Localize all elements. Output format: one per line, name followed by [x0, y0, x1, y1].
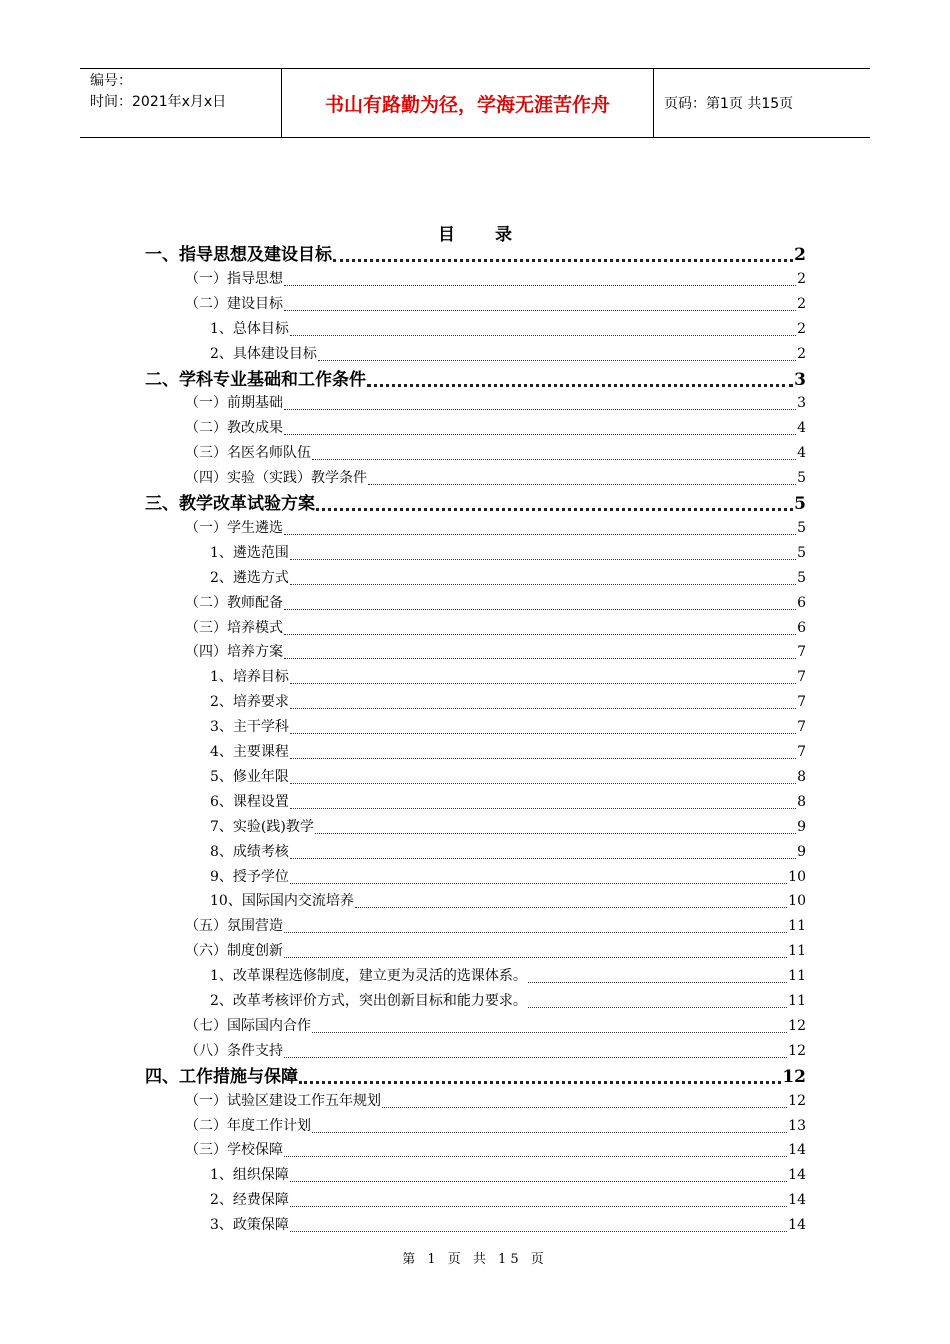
- toc-entry-label: 二、学科专业基础和工作条件: [145, 369, 366, 390]
- header-page-label: 页码：第1页 共15页: [664, 96, 794, 112]
- toc-entry[interactable]: [210, 816, 806, 838]
- toc-entry-page: 3: [794, 369, 806, 390]
- document-number-label: 编号：: [90, 73, 132, 89]
- toc-entry-label: 5、修业年限: [210, 768, 289, 785]
- toc-entry-label: （三）名医名师队伍: [185, 445, 311, 462]
- toc-entry-page: 3: [797, 395, 806, 412]
- toc-leader-dots: [316, 508, 793, 511]
- toc-leader-dots: [312, 1132, 787, 1133]
- toc-entry-label: （一）学生遴选: [185, 519, 283, 536]
- toc-entry[interactable]: [210, 841, 806, 863]
- toc-entry-label: 2、培养要求: [210, 694, 289, 711]
- toc-entry-label: （一）前期基础: [185, 395, 283, 412]
- toc-entry-label: 6、课程设置: [210, 793, 289, 810]
- toc-entry-page: 5: [797, 544, 806, 561]
- toc-leader-dots: [284, 534, 796, 535]
- toc-leader-dots: [284, 634, 796, 635]
- toc-entry-page: 7: [797, 644, 806, 661]
- toc-entry-page: 8: [797, 768, 806, 785]
- toc-entry-label: 1、组织保障: [210, 1167, 289, 1184]
- toc-entry-page: 11: [788, 918, 806, 935]
- toc-entry[interactable]: [185, 940, 806, 962]
- toc-entry[interactable]: [210, 791, 806, 813]
- toc-entry[interactable]: [210, 691, 806, 713]
- toc-leader-dots: [315, 833, 796, 834]
- toc-entry-page: 6: [797, 594, 806, 611]
- toc-leader-dots: [284, 434, 796, 435]
- toc-entry[interactable]: [185, 392, 806, 414]
- toc-leader-dots: [290, 1206, 787, 1207]
- toc-leader-dots: [284, 658, 796, 659]
- toc-entry-page: 12: [788, 1017, 806, 1034]
- toc-entry[interactable]: [210, 890, 806, 912]
- toc-entry-page: 12: [782, 1066, 806, 1087]
- header-info-cell: [80, 69, 282, 137]
- toc-entry[interactable]: [210, 542, 806, 564]
- toc-entry-page: 14: [788, 1192, 806, 1209]
- toc-entry[interactable]: [185, 1015, 806, 1037]
- toc-leader-dots: [312, 459, 796, 460]
- toc-entry-page: 8: [797, 793, 806, 810]
- toc-entry[interactable]: [185, 592, 806, 614]
- toc-entry-page: 10: [788, 868, 806, 885]
- toc-entry[interactable]: [145, 492, 806, 516]
- toc-entry-page: 4: [797, 420, 806, 437]
- toc-leader-dots: [284, 1156, 787, 1157]
- toc-entry-label: 1、遴选范围: [210, 544, 289, 561]
- toc-entry-label: 一、指导思想及建设目标: [145, 245, 332, 265]
- toc-entry-label: 1、培养目标: [210, 669, 289, 686]
- toc-entry[interactable]: [185, 268, 806, 290]
- toc-entry-label: （二）教改成果: [185, 420, 283, 437]
- toc-entry-label: 三、教学改革试验方案: [145, 494, 315, 514]
- toc-entry-page: 5: [797, 569, 806, 586]
- toc-entry-page: 2: [797, 345, 806, 362]
- toc-entry[interactable]: [185, 517, 806, 539]
- toc-entry[interactable]: [210, 1189, 806, 1211]
- toc-entry-label: 2、经费保障: [210, 1192, 289, 1209]
- document-header: [80, 68, 870, 138]
- toc-leader-dots: [284, 409, 796, 410]
- toc-entry-page: 2: [797, 320, 806, 337]
- toc-leader-dots: [284, 285, 796, 286]
- toc-entry-page: 7: [797, 719, 806, 736]
- toc-leader-dots: [355, 907, 787, 908]
- document-time-label: 时间：2021年x月x日: [90, 94, 227, 110]
- toc-entry[interactable]: [185, 641, 806, 663]
- toc-entry-label: 四、工作措施与保障: [145, 1066, 298, 1087]
- toc-entry-page: 5: [797, 470, 806, 487]
- toc-leader-dots: [290, 883, 787, 884]
- toc-leader-dots: [290, 559, 796, 560]
- toc-leader-dots: [299, 1081, 781, 1084]
- toc-leader-dots: [382, 1107, 787, 1108]
- toc-entry-page: 11: [788, 968, 806, 985]
- toc-entry[interactable]: [210, 318, 806, 340]
- toc-leader-dots: [284, 1057, 787, 1058]
- toc-entry-label: 2、具体建设目标: [210, 345, 317, 362]
- page-footer: 第 1 页 共 15 页: [402, 1252, 548, 1267]
- toc-entry-label: （二）建设目标: [185, 295, 283, 312]
- toc-entry[interactable]: [210, 766, 806, 788]
- toc-entry-page: 9: [797, 843, 806, 860]
- toc-entry[interactable]: [210, 567, 806, 589]
- toc-entry-page: 5: [794, 494, 806, 514]
- toc-entry-label: 1、总体目标: [210, 320, 289, 337]
- toc-entry-page: 12: [788, 1042, 806, 1059]
- toc-entry[interactable]: [210, 965, 806, 987]
- toc-entry-page: 7: [797, 669, 806, 686]
- toc-entry-label: （一）试验区建设工作五年规划: [185, 1092, 381, 1109]
- header-motto: 书山有路勤为径，学海无涯苦作舟: [282, 69, 654, 137]
- toc-entry-label: （四）培养方案: [185, 644, 283, 661]
- toc-leader-dots: [290, 708, 796, 709]
- toc-leader-dots: [284, 609, 796, 610]
- toc-entry-label: 10、国际国内交流培养: [210, 893, 354, 910]
- toc-leader-dots: [290, 808, 796, 809]
- toc-entry-label: （八）条件支持: [185, 1042, 283, 1059]
- toc-entry-page: 14: [788, 1142, 806, 1159]
- toc-leader-dots: [367, 384, 793, 387]
- toc-leader-dots: [290, 758, 796, 759]
- toc-title: 目录: [438, 225, 552, 245]
- toc-entry-label: 8、成绩考核: [210, 843, 289, 860]
- toc-leader-dots: [290, 733, 796, 734]
- toc-entry-page: 2: [794, 245, 806, 265]
- toc-leader-dots: [284, 310, 796, 311]
- toc-leader-dots: [290, 335, 796, 336]
- toc-entry[interactable]: [185, 1090, 806, 1112]
- toc-leader-dots: [290, 783, 796, 784]
- toc-entry-page: 14: [788, 1217, 806, 1234]
- toc-leader-dots: [290, 1231, 787, 1232]
- toc-entry-page: 2: [797, 295, 806, 312]
- toc-leader-dots: [368, 484, 796, 485]
- toc-entry[interactable]: [185, 442, 806, 464]
- toc-leader-dots: [318, 360, 796, 361]
- toc-entry-page: 11: [788, 943, 806, 960]
- toc-entry[interactable]: [210, 716, 806, 738]
- toc-entry[interactable]: [185, 617, 806, 639]
- toc-entry[interactable]: [185, 1040, 806, 1062]
- toc-entry-page: 10: [788, 893, 806, 910]
- toc-entry[interactable]: [185, 467, 806, 489]
- toc-entry[interactable]: [185, 293, 806, 315]
- toc-entry[interactable]: [145, 1065, 806, 1089]
- toc-leader-dots: [284, 957, 787, 958]
- toc-entry-label: 3、政策保障: [210, 1217, 289, 1234]
- toc-entry[interactable]: [185, 915, 806, 937]
- toc-entry-page: 5: [797, 519, 806, 536]
- toc-entry[interactable]: [145, 243, 806, 267]
- toc-leader-dots: [528, 1007, 787, 1008]
- toc-leader-dots: [312, 1032, 787, 1033]
- toc-entry-page: 2: [797, 270, 806, 287]
- toc-entry-label: 4、主要课程: [210, 744, 289, 760]
- toc-entry-label: 3、主干学科: [210, 719, 289, 736]
- toc-entry[interactable]: [210, 1164, 806, 1186]
- toc-entry-label: 7、实验(践)教学: [210, 818, 314, 835]
- toc-entry[interactable]: [210, 741, 806, 763]
- toc-entry-label: （二）教师配备: [185, 594, 283, 611]
- toc-entry-label: （四）实验（实践）教学条件: [185, 470, 367, 487]
- toc-leader-dots: [290, 683, 796, 684]
- toc-entry-page: 11: [788, 993, 806, 1009]
- toc-entry-label: （一）指导思想: [185, 270, 283, 287]
- toc-leader-dots: [290, 858, 796, 859]
- toc-entry-label: 2、遴选方式: [210, 569, 289, 586]
- toc-entry-page: 6: [797, 619, 806, 636]
- toc-entry[interactable]: [145, 368, 806, 392]
- toc-entry-page: 14: [788, 1167, 806, 1184]
- toc-entry-label: 9、授予学位: [210, 868, 289, 885]
- toc-entry[interactable]: [185, 1139, 806, 1161]
- toc-entry[interactable]: [210, 666, 806, 688]
- toc-entry[interactable]: [185, 1115, 806, 1137]
- toc-entry[interactable]: [210, 1214, 806, 1236]
- toc-entry[interactable]: [210, 343, 806, 365]
- toc-leader-dots: [290, 1181, 787, 1182]
- toc-entry-label: （六）制度创新: [185, 943, 283, 960]
- toc-entry-page: 12: [788, 1092, 806, 1109]
- toc-entry-page: 9: [797, 818, 806, 835]
- toc-entry-label: （三）学校保障: [185, 1142, 283, 1159]
- toc-entry[interactable]: [185, 417, 806, 439]
- toc-entry[interactable]: [210, 990, 806, 1012]
- toc-entry-page: 7: [797, 744, 806, 760]
- toc-entry-page: 13: [788, 1117, 806, 1134]
- toc-entry-label: （七）国际国内合作: [185, 1017, 311, 1034]
- toc-entry-page: 4: [797, 445, 806, 462]
- toc-entry-label: 2、改革考核评价方式，突出创新目标和能力要求。: [210, 993, 527, 1009]
- toc-entry-label: （五）氛围营造: [185, 918, 283, 935]
- toc-leader-dots: [290, 584, 796, 585]
- toc-leader-dots: [333, 259, 793, 262]
- toc-leader-dots: [284, 932, 787, 933]
- toc-entry-page: 7: [797, 694, 806, 711]
- toc-leader-dots: [528, 982, 787, 983]
- toc-entry-label: （二）年度工作计划: [185, 1117, 311, 1134]
- toc-entry[interactable]: [210, 866, 806, 888]
- toc-entry-label: 1、改革课程选修制度，建立更为灵活的选课体系。: [210, 968, 527, 985]
- toc-entry-label: （三）培养模式: [185, 619, 283, 636]
